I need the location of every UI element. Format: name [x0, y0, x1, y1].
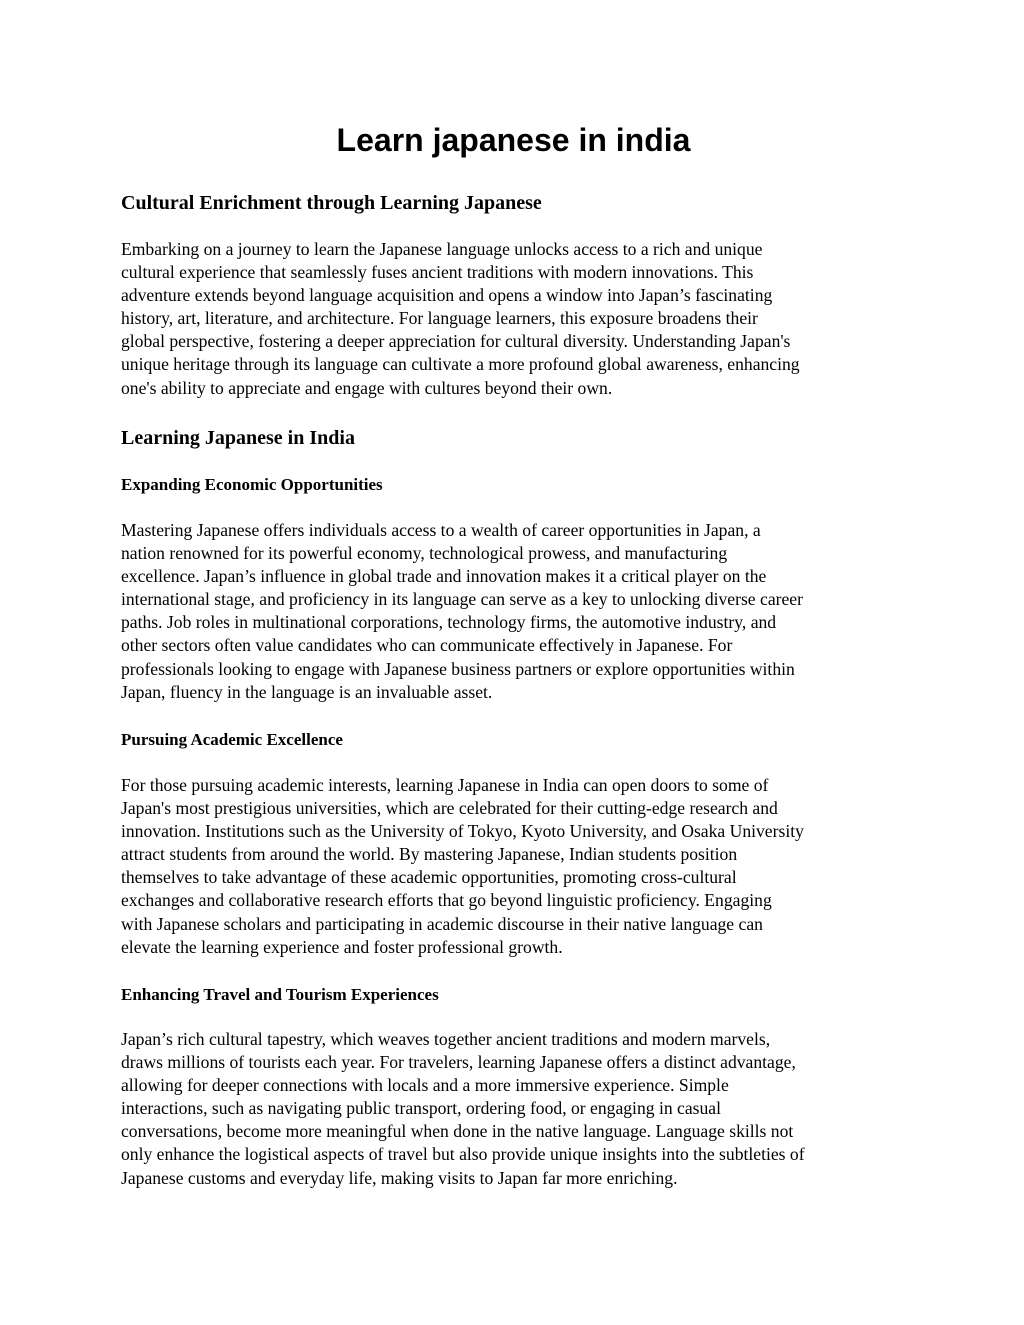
paragraph-line: elevate the learning experience and foster professional growth. — [121, 936, 563, 957]
paragraph-line: innovation. Institutions such as the University of Tokyo, Kyoto University, and Osaka University — [121, 821, 804, 842]
paragraph-line: other sectors often value candidates who can communicate effectively in Japanese. For — [121, 635, 733, 656]
paragraph-cultural-enrichment — [121, 238, 906, 400]
paragraph-line: Japan's most prestigious universities, which are celebrated for their cutting-edge research and — [121, 798, 778, 819]
paragraph-line: Japan’s rich cultural tapestry, which weaves together ancient traditions and modern marvels, — [121, 1029, 771, 1049]
document-title: Learn japanese in india — [336, 122, 691, 158]
paragraph-line: one's ability to appreciate and engage with cultures beyond their own. — [121, 377, 613, 398]
paragraph-line: attract students from around the world. By mastering Japanese, Indian students position — [121, 844, 738, 865]
paragraph-line: with Japanese scholars and participating in academic discourse in their native language can — [121, 913, 763, 934]
paragraph-line: global perspective, fostering a deeper appreciation for cultural diversity. Understanding Japan's — [121, 331, 791, 352]
paragraph-line: professionals looking to engage with Japanese business partners or explore opportunities within — [121, 658, 795, 679]
paragraph-line: history, art, literature, and architecture. For language learners, this exposure broadens their — [121, 308, 758, 329]
paragraph-line: unique heritage through its language can cultivate a more profound global awareness, enhancing — [121, 354, 800, 375]
subsection-heading-travel-tourism: Enhancing Travel and Tourism Experiences — [121, 985, 439, 1004]
subsection-heading-economic-opportunities: Expanding Economic Opportunities — [121, 475, 383, 494]
paragraph-line: nation renowned for its powerful economy, technological prowess, and manufacturing — [121, 543, 728, 564]
subsection-heading-academic-excellence: Pursuing Academic Excellence — [121, 730, 343, 749]
paragraph-line: Mastering Japanese offers individuals access to a wealth of career opportunities in Japan, a — [121, 520, 761, 540]
paragraph-line: only enhance the logistical aspects of travel but also provide unique insights into the subtleties of — [121, 1144, 805, 1165]
paragraph-line: paths. Job roles in multinational corporations, technology firms, the automotive industry, and — [121, 612, 777, 633]
paragraph-line: For those pursuing academic interests, learning Japanese in India can open doors to some of — [121, 775, 769, 795]
paragraph-line: Japanese customs and everyday life, making visits to Japan far more enriching. — [121, 1167, 678, 1188]
paragraph-travel-tourism — [121, 1028, 906, 1190]
paragraph-line: excellence. Japan’s influence in global trade and innovation makes it a critical player on the — [121, 566, 767, 587]
paragraph-line: interactions, such as navigating public transport, ordering food, or engaging in casual — [121, 1098, 721, 1119]
paragraph-line: adventure extends beyond language acquisition and opens a window into Japan’s fascinating — [121, 285, 773, 306]
section-heading-learning-japanese-in-india: Learning Japanese in India — [121, 427, 355, 449]
paragraph-academic-excellence — [121, 774, 906, 959]
paragraph-line: Japan, fluency in the language is an invaluable asset. — [121, 681, 493, 702]
paragraph-line: Embarking on a journey to learn the Japanese language unlocks access to a rich and unique — [121, 239, 763, 259]
paragraph-line: allowing for deeper connections with locals and a more immersive experience. Simple — [121, 1075, 729, 1096]
paragraph-economic-opportunities — [121, 519, 906, 704]
paragraph-line: themselves to take advantage of these academic opportunities, promoting cross-cultural — [121, 867, 737, 888]
paragraph-line: draws millions of tourists each year. For travelers, learning Japanese offers a distinct advantage, — [121, 1052, 796, 1073]
paragraph-line: exchanges and collaborative research efforts that go beyond linguistic proficiency. Engaging — [121, 890, 772, 911]
paragraph-line: conversations, become more meaningful when done in the native language. Language skills not — [121, 1121, 794, 1142]
section-heading-cultural-enrichment: Cultural Enrichment through Learning Japanese — [121, 192, 542, 214]
paragraph-line: cultural experience that seamlessly fuses ancient traditions with modern innovations. This — [121, 262, 754, 283]
paragraph-line: international stage, and proficiency in its language can serve as a key to unlocking diverse career — [121, 589, 803, 610]
